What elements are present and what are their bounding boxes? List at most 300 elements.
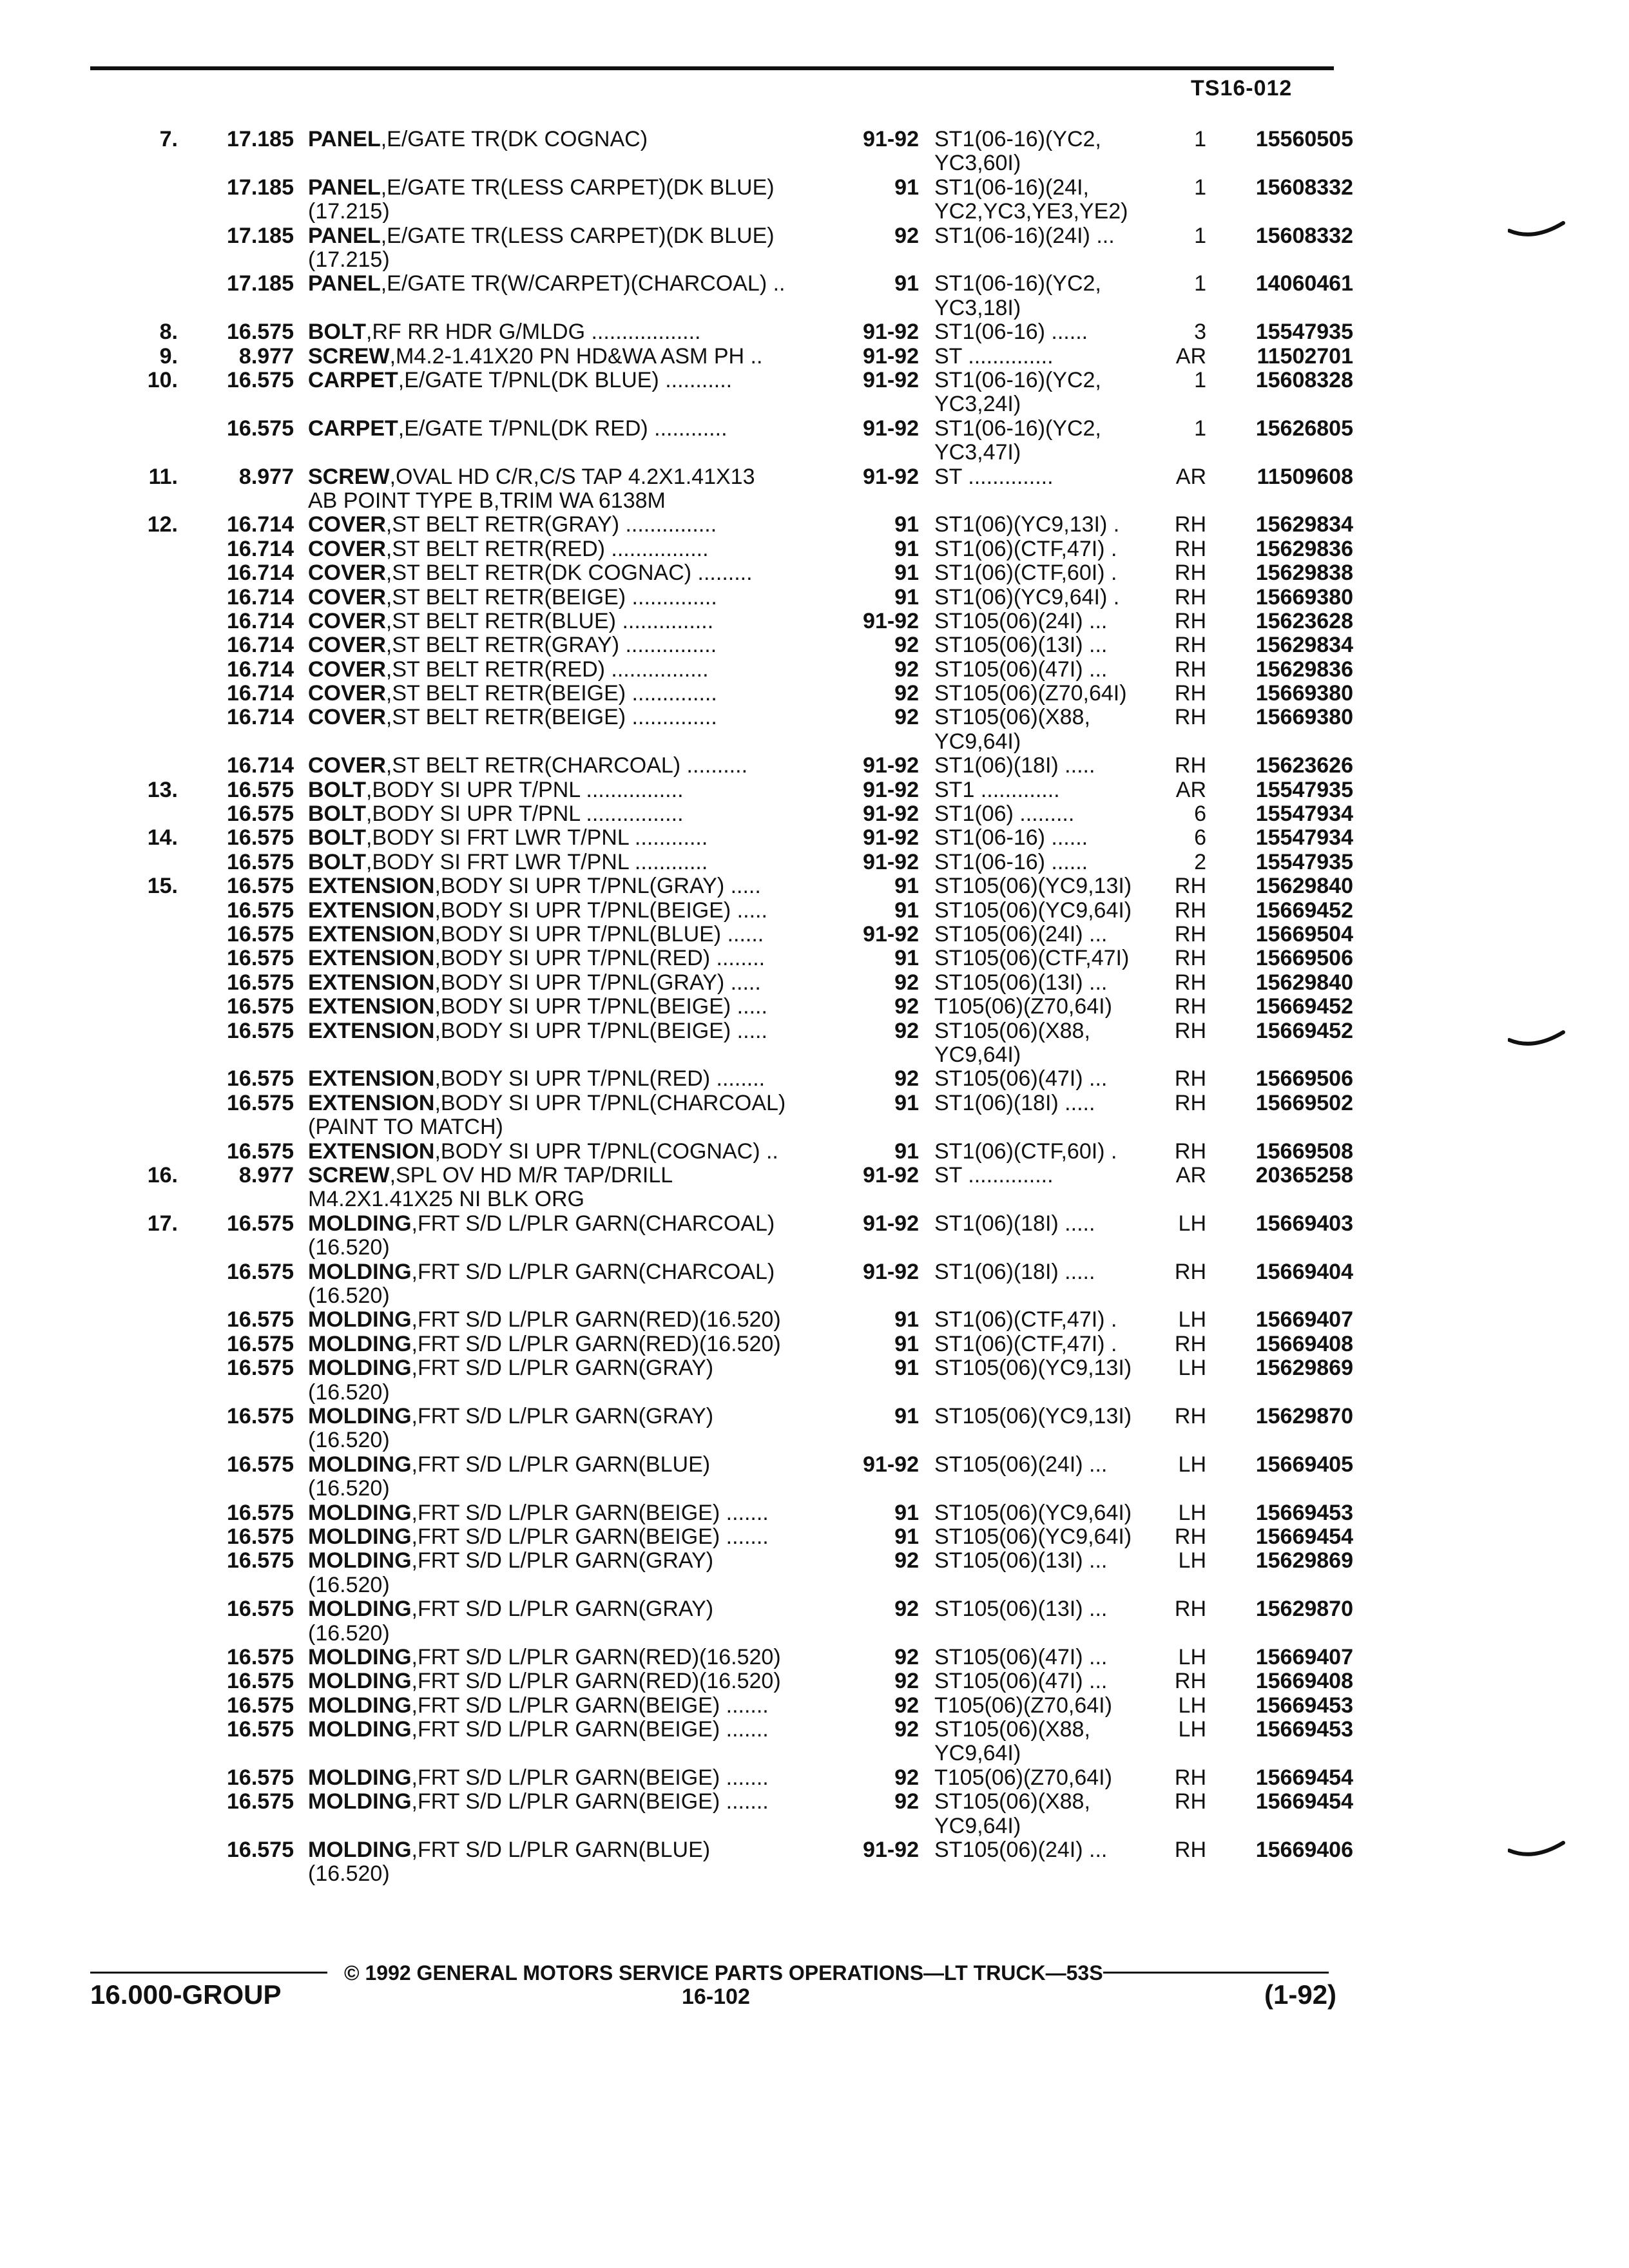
- parts-row: [0, 561, 1629, 585]
- part-description: [308, 633, 836, 657]
- quantity: RH: [1174, 681, 1206, 706]
- part-detail: ,BODY SI UPR T/PNL(COGNAC) ..: [434, 1139, 778, 1164]
- part-detail: ,FRT S/D L/PLR GARN(BLUE): [411, 1838, 711, 1863]
- usage-code: [934, 320, 1171, 344]
- parts-row: [0, 802, 1629, 826]
- parts-row: [0, 610, 1629, 633]
- usage-code-text: ST105(06)(47I) ...: [934, 1669, 1108, 1694]
- usage-code-text: ST105(06)(YC9,13I): [934, 1356, 1132, 1381]
- usage-code-text: ST1(06)(CTF,47I) .: [934, 1332, 1117, 1356]
- usage-code-continued: YC9,64I): [934, 1042, 1021, 1067]
- part-number: 11502701: [1257, 343, 1353, 369]
- part-number: 15547935: [1255, 777, 1353, 802]
- part-number: 15629838: [1255, 561, 1353, 586]
- usage-code: [934, 513, 1171, 537]
- usage-code: [934, 610, 1171, 633]
- group-number: 16.575: [227, 922, 294, 947]
- part-number: 15669380: [1255, 681, 1353, 706]
- model-year: 92: [894, 1717, 919, 1742]
- quantity: 2: [1194, 849, 1206, 874]
- quantity: 1: [1194, 416, 1206, 441]
- part-detail: ,BODY SI UPR T/PNL(CHARCOAL): [434, 1091, 786, 1115]
- item-number: 11.: [148, 464, 178, 489]
- part-description: [308, 850, 836, 874]
- part-name: EXTENSION: [308, 970, 435, 995]
- usage-code-continued: YC9,64I): [934, 729, 1021, 754]
- part-number: 15629836: [1255, 536, 1353, 561]
- part-number: 15623626: [1255, 753, 1353, 778]
- parts-row: [0, 1405, 1629, 1453]
- part-detail: ,BODY SI UPR T/PNL ................: [366, 802, 684, 827]
- quantity: 1: [1194, 367, 1206, 392]
- usage-code-continued: YC9,64I): [934, 1813, 1021, 1838]
- parts-row: [0, 1597, 1629, 1646]
- usage-code: [934, 1694, 1171, 1718]
- item-number: 10.: [147, 367, 178, 392]
- quantity: LH: [1178, 1356, 1206, 1381]
- model-year: 91: [894, 584, 919, 610]
- model-year: 91-92: [863, 320, 919, 345]
- part-number: 15629869: [1255, 1548, 1353, 1573]
- part-name: MOLDING: [308, 1597, 412, 1622]
- quantity: RH: [1174, 1765, 1206, 1790]
- part-description: [308, 128, 836, 151]
- usage-code-text: ST ..............: [934, 465, 1054, 489]
- part-detail-continued: AB POINT TYPE B,TRIM WA 6138M: [308, 488, 666, 513]
- quantity: RH: [1174, 536, 1206, 561]
- quantity: RH: [1174, 633, 1206, 658]
- group-number: 16.575: [227, 1018, 294, 1043]
- part-number: 15547935: [1255, 320, 1353, 345]
- usage-code-text: ST105(06)(13I) ...: [934, 633, 1108, 658]
- part-number: 15669454: [1255, 1524, 1353, 1549]
- model-year: 91-92: [863, 825, 919, 850]
- part-detail: ,E/GATE TR(DK COGNAC): [380, 128, 648, 151]
- parts-row: [0, 1549, 1629, 1597]
- usage-code: [934, 1164, 1171, 1187]
- usage-code: [934, 1790, 1171, 1838]
- part-description: [308, 1067, 836, 1091]
- quantity: RH: [1174, 922, 1206, 947]
- parts-row: [0, 899, 1629, 923]
- group-number: 17.185: [227, 271, 294, 296]
- part-description: [308, 561, 836, 585]
- model-year: 91: [894, 536, 919, 561]
- usage-code: [934, 1091, 1171, 1115]
- part-number: 15669504: [1255, 922, 1353, 947]
- part-description: [308, 224, 836, 273]
- part-name: MOLDING: [308, 1211, 412, 1236]
- part-description: [308, 778, 836, 802]
- usage-code-continued: YC9,64I): [934, 1741, 1021, 1766]
- usage-code: [934, 224, 1171, 248]
- part-number: 15547934: [1255, 802, 1353, 827]
- part-detail: ,BODY SI UPR T/PNL ................: [366, 778, 684, 802]
- parts-row: [0, 1091, 1629, 1140]
- usage-code: [934, 1308, 1171, 1332]
- quantity: RH: [1174, 608, 1206, 633]
- parts-row: [0, 923, 1629, 947]
- usage-code-text: ST1(06-16)(YC2,: [934, 272, 1101, 296]
- model-year: 92: [894, 1693, 919, 1718]
- group-number: 8.977: [238, 343, 294, 369]
- group-number: 8.977: [238, 1162, 294, 1187]
- usage-code: [934, 899, 1171, 923]
- parts-row: [0, 272, 1629, 320]
- model-year: 91-92: [863, 1452, 919, 1477]
- part-name: BOLT: [308, 320, 367, 345]
- parts-row: [0, 345, 1629, 369]
- part-number: 15629870: [1255, 1597, 1353, 1622]
- model-year: 91-92: [863, 416, 919, 441]
- model-year: 91: [894, 1500, 919, 1525]
- model-year: 91-92: [863, 1838, 919, 1863]
- usage-code-text: T105(06)(Z70,64I): [934, 995, 1112, 1019]
- part-number: 15669453: [1255, 1500, 1353, 1525]
- model-year: 92: [894, 1548, 919, 1573]
- usage-code-text: ST1(06-16) ......: [934, 320, 1088, 345]
- part-number: 15669408: [1255, 1669, 1353, 1694]
- part-detail: ,FRT S/D L/PLR GARN(RED)(16.520): [411, 1332, 781, 1356]
- part-detail-continued: (16.520): [308, 1379, 390, 1405]
- part-number: 15669408: [1255, 1331, 1353, 1356]
- item-number: 16.: [147, 1162, 178, 1187]
- usage-code: [934, 706, 1171, 754]
- part-number: 15669454: [1255, 1765, 1353, 1790]
- usage-code-text: ST105(06)(24I) ...: [934, 609, 1108, 633]
- part-description: [308, 899, 836, 923]
- model-year: 91: [894, 946, 919, 971]
- usage-code-text: ST105(06)(47I) ...: [934, 657, 1108, 682]
- part-detail: ,SPL OV HD M/R TAP/DRILL: [389, 1163, 673, 1187]
- usage-code-text: ST105(06)(CTF,47I): [934, 947, 1130, 971]
- parts-row: [0, 586, 1629, 610]
- part-number: 15669506: [1255, 946, 1353, 971]
- quantity: RH: [1174, 874, 1206, 899]
- usage-code: [934, 345, 1171, 369]
- usage-code-text: ST105(06)(13I) ...: [934, 1549, 1108, 1573]
- quantity: RH: [1174, 1090, 1206, 1115]
- usage-code: [934, 1356, 1171, 1380]
- part-detail: ,ST BELT RETR(CHARCOAL) ..........: [385, 754, 748, 778]
- model-year: 92: [894, 1789, 919, 1814]
- part-name: COVER: [308, 609, 386, 633]
- part-description: [308, 176, 836, 224]
- part-detail: ,BODY SI UPR T/PNL(BEIGE) .....: [434, 898, 767, 923]
- model-year: 91-92: [863, 464, 919, 489]
- item-number: 12.: [147, 512, 178, 537]
- part-number: 15629840: [1255, 970, 1353, 995]
- part-name: CARPET: [308, 368, 398, 392]
- part-detail-continued: M4.2X1.41X25 NI BLK ORG: [308, 1187, 584, 1212]
- usage-code: [934, 417, 1171, 465]
- parts-row: [0, 658, 1629, 682]
- usage-code: [934, 1019, 1171, 1068]
- part-number: 15669380: [1255, 705, 1353, 730]
- part-number: 15669453: [1255, 1717, 1353, 1742]
- quantity: RH: [1174, 1259, 1206, 1284]
- part-number: 15669407: [1255, 1307, 1353, 1332]
- part-number: 15669453: [1255, 1693, 1353, 1718]
- parts-row: [0, 778, 1629, 802]
- quantity: LH: [1178, 1307, 1206, 1332]
- usage-code: [934, 1332, 1171, 1356]
- model-year: 92: [894, 1644, 919, 1669]
- quantity: LH: [1178, 1693, 1206, 1718]
- quantity: RH: [1174, 1139, 1206, 1164]
- part-detail: ,BODY SI UPR T/PNL(GRAY) .....: [434, 970, 761, 995]
- parts-row: [0, 947, 1629, 970]
- quantity: 6: [1194, 802, 1206, 827]
- model-year: 92: [894, 633, 919, 658]
- usage-code-text: ST1(06)(CTF,47I) .: [934, 537, 1117, 561]
- part-number: 15629836: [1255, 657, 1353, 682]
- usage-code-text: ST105(06)(X88,: [934, 1019, 1090, 1043]
- usage-code-text: ST105(06)(Z70,64I): [934, 682, 1127, 706]
- usage-code-text: ST1(06)(18I) .....: [934, 1211, 1095, 1236]
- part-name: MOLDING: [308, 1260, 412, 1284]
- part-description: [308, 1525, 836, 1549]
- part-number: 15547935: [1255, 849, 1353, 874]
- group-number: 16.575: [227, 320, 294, 345]
- part-detail: ,E/GATE TR(LESS CARPET)(DK BLUE): [380, 175, 775, 200]
- usage-code: [934, 369, 1171, 417]
- parts-row: [0, 1308, 1629, 1332]
- part-description: [308, 1669, 836, 1693]
- parts-row: [0, 513, 1629, 537]
- group-number: 16.575: [227, 1548, 294, 1573]
- part-description: [308, 682, 836, 706]
- quantity: RH: [1174, 657, 1206, 682]
- part-number: 15669404: [1255, 1259, 1353, 1284]
- group-number: 16.575: [227, 1838, 294, 1863]
- part-description: [308, 345, 836, 369]
- part-detail: ,FRT S/D L/PLR GARN(BEIGE) .......: [411, 1718, 769, 1742]
- quantity: RH: [1174, 994, 1206, 1019]
- parts-row: [0, 1212, 1629, 1260]
- part-description: [308, 874, 836, 898]
- part-name: MOLDING: [308, 1669, 412, 1694]
- quantity: RH: [1174, 705, 1206, 730]
- parts-row: [0, 995, 1629, 1019]
- part-name: EXTENSION: [308, 898, 435, 923]
- parts-row: [0, 1790, 1629, 1838]
- item-number: 8.: [159, 320, 178, 345]
- part-detail-continued: (PAINT TO MATCH): [308, 1115, 503, 1140]
- model-year: 92: [894, 223, 919, 248]
- part-detail-continued: (16.520): [308, 1572, 390, 1597]
- group-number: 16.714: [227, 536, 294, 561]
- part-detail: ,FRT S/D L/PLR GARN(RED)(16.520): [411, 1645, 781, 1669]
- usage-code: [934, 995, 1171, 1019]
- parts-row: [0, 1260, 1629, 1309]
- part-name: PANEL: [308, 175, 381, 200]
- group-number: 16.575: [227, 1669, 294, 1694]
- parts-row: [0, 465, 1629, 514]
- usage-code-text: ST105(06)(24I) ...: [934, 1838, 1108, 1863]
- part-detail: ,ST BELT RETR(BEIGE) ..............: [385, 682, 717, 706]
- parts-row: [0, 1501, 1629, 1525]
- part-detail-continued: (16.520): [308, 1476, 390, 1501]
- usage-code-text: ST1(06-16) ......: [934, 850, 1088, 874]
- usage-code: [934, 1260, 1171, 1284]
- part-detail: ,ST BELT RETR(BEIGE) ..............: [385, 585, 717, 610]
- part-description: [308, 1549, 836, 1597]
- usage-code-text: ST105(06)(24I) ...: [934, 923, 1108, 947]
- part-name: PANEL: [308, 128, 381, 151]
- group-number: 17.185: [227, 223, 294, 248]
- model-year: 91-92: [863, 922, 919, 947]
- part-name: EXTENSION: [308, 874, 435, 899]
- parts-row: [0, 369, 1629, 417]
- model-year: 91: [894, 561, 919, 586]
- part-name: COVER: [308, 754, 386, 778]
- model-year: 91-92: [863, 127, 919, 151]
- part-name: COVER: [308, 513, 386, 537]
- part-detail: ,E/GATE T/PNL(DK BLUE) ...........: [398, 368, 733, 392]
- usage-code: [934, 754, 1171, 778]
- part-name: MOLDING: [308, 1332, 412, 1356]
- parts-row: [0, 176, 1629, 224]
- quantity: LH: [1178, 1717, 1206, 1742]
- group-number: 16.714: [227, 681, 294, 706]
- model-year: 91: [894, 1403, 919, 1428]
- quantity: RH: [1174, 1669, 1206, 1694]
- part-name: COVER: [308, 561, 386, 586]
- part-name: BOLT: [308, 802, 367, 827]
- part-number: 15669380: [1255, 584, 1353, 610]
- quantity: LH: [1178, 1548, 1206, 1573]
- group-number: 16.575: [227, 1644, 294, 1669]
- part-detail: ,FRT S/D L/PLR GARN(BLUE): [411, 1452, 711, 1477]
- usage-code: [934, 1597, 1171, 1621]
- model-year: 91-92: [863, 777, 919, 802]
- part-detail-continued: (16.520): [308, 1235, 390, 1260]
- part-detail: ,BODY SI UPR T/PNL(RED) ........: [434, 1067, 766, 1091]
- footer-date: (1-92): [1264, 1979, 1337, 2010]
- part-number: 15669506: [1255, 1066, 1353, 1091]
- footer-copyright: © 1992 GENERAL MOTORS SERVICE PARTS OPERATIONS—LT TRUCK—53S: [344, 1961, 1103, 1984]
- group-number: 16.575: [227, 416, 294, 441]
- usage-code: [934, 850, 1171, 874]
- usage-code: [934, 1405, 1171, 1428]
- part-name: PANEL: [308, 224, 381, 248]
- group-number: 16.714: [227, 608, 294, 633]
- item-number: 9.: [159, 343, 178, 369]
- part-detail: ,FRT S/D L/PLR GARN(RED)(16.520): [411, 1669, 781, 1694]
- model-year: 91-92: [863, 367, 919, 392]
- part-description: [308, 610, 836, 633]
- group-number: 16.575: [227, 1717, 294, 1742]
- part-name: MOLDING: [308, 1404, 412, 1428]
- group-number: 16.575: [227, 1403, 294, 1428]
- part-name: MOLDING: [308, 1765, 412, 1790]
- part-description: [308, 369, 836, 392]
- usage-code-text: ST105(06)(YC9,64I): [934, 898, 1132, 923]
- part-name: MOLDING: [308, 1718, 412, 1742]
- quantity: RH: [1174, 753, 1206, 778]
- part-description: [308, 923, 836, 947]
- quantity: AR: [1175, 464, 1206, 489]
- part-description: [308, 465, 836, 514]
- usage-code: [934, 1501, 1171, 1525]
- part-description: [308, 658, 836, 682]
- group-number: 16.575: [227, 1452, 294, 1477]
- model-year: 91-92: [863, 1211, 919, 1236]
- usage-code-text: ST1(06)(18I) .....: [934, 1091, 1095, 1115]
- part-description: [308, 1332, 836, 1356]
- part-number: 14060461: [1255, 271, 1353, 296]
- model-year: 92: [894, 1066, 919, 1091]
- group-number: 16.575: [227, 1259, 294, 1284]
- part-detail: ,FRT S/D L/PLR GARN(CHARCOAL): [411, 1260, 775, 1284]
- part-detail: ,FRT S/D L/PLR GARN(GRAY): [411, 1549, 714, 1573]
- group-number: 16.714: [227, 584, 294, 610]
- parts-row: [0, 850, 1629, 874]
- quantity: RH: [1174, 898, 1206, 923]
- part-number: 15629870: [1255, 1403, 1353, 1428]
- model-year: 91: [894, 512, 919, 537]
- part-number: 15669452: [1255, 898, 1353, 923]
- part-number: 15669502: [1255, 1090, 1353, 1115]
- part-detail: ,ST BELT RETR(GRAY) ...............: [385, 513, 717, 537]
- part-name: BOLT: [308, 778, 367, 802]
- part-description: [308, 802, 836, 826]
- usage-code-text: ST ..............: [934, 1163, 1054, 1187]
- group-number: 16.575: [227, 994, 294, 1019]
- part-name: EXTENSION: [308, 995, 435, 1019]
- group-number: 16.714: [227, 657, 294, 682]
- group-number: 16.575: [227, 1597, 294, 1622]
- parts-row: [0, 1718, 1629, 1766]
- usage-code-text: ST1(06)(CTF,60I) .: [934, 1139, 1117, 1164]
- quantity: LH: [1178, 1452, 1206, 1477]
- usage-code-text: ST105(06)(YC9,64I): [934, 1501, 1132, 1525]
- model-year: 92: [894, 1018, 919, 1043]
- part-detail-continued: (16.520): [308, 1861, 390, 1887]
- part-name: COVER: [308, 706, 386, 730]
- group-number: 16.575: [227, 970, 294, 995]
- part-detail-continued: (16.520): [308, 1428, 390, 1453]
- usage-code-text: ST1(06)(CTF,60I) .: [934, 561, 1117, 586]
- part-name: COVER: [308, 537, 386, 561]
- model-year: 91-92: [863, 753, 919, 778]
- part-detail: ,BODY SI UPR T/PNL(BLUE) ......: [434, 923, 764, 947]
- group-number: 16.575: [227, 825, 294, 850]
- part-name: MOLDING: [308, 1356, 412, 1381]
- usage-code: [934, 1838, 1171, 1862]
- parts-row: [0, 826, 1629, 850]
- footer-rule-left: [90, 1972, 327, 1974]
- model-year: 91: [894, 1524, 919, 1549]
- item-number: 7.: [159, 127, 178, 151]
- usage-code: [934, 1766, 1171, 1790]
- model-year: 92: [894, 681, 919, 706]
- part-name: SCREW: [308, 344, 390, 369]
- part-detail: ,FRT S/D L/PLR GARN(BEIGE) .......: [411, 1524, 769, 1549]
- usage-code-text: ST1(06-16)(24I,: [934, 175, 1089, 200]
- model-year: 91-92: [863, 1162, 919, 1187]
- parts-row: [0, 1525, 1629, 1549]
- usage-code-text: ST105(06)(YC9,64I): [934, 1524, 1132, 1549]
- part-description: [308, 1019, 836, 1043]
- usage-code-text: T105(06)(Z70,64I): [934, 1765, 1112, 1790]
- part-description: [308, 417, 836, 441]
- usage-code: [934, 682, 1171, 706]
- group-number: 16.575: [227, 898, 294, 923]
- part-name: COVER: [308, 657, 386, 682]
- part-detail: ,BODY SI FRT LWR T/PNL ............: [366, 826, 708, 850]
